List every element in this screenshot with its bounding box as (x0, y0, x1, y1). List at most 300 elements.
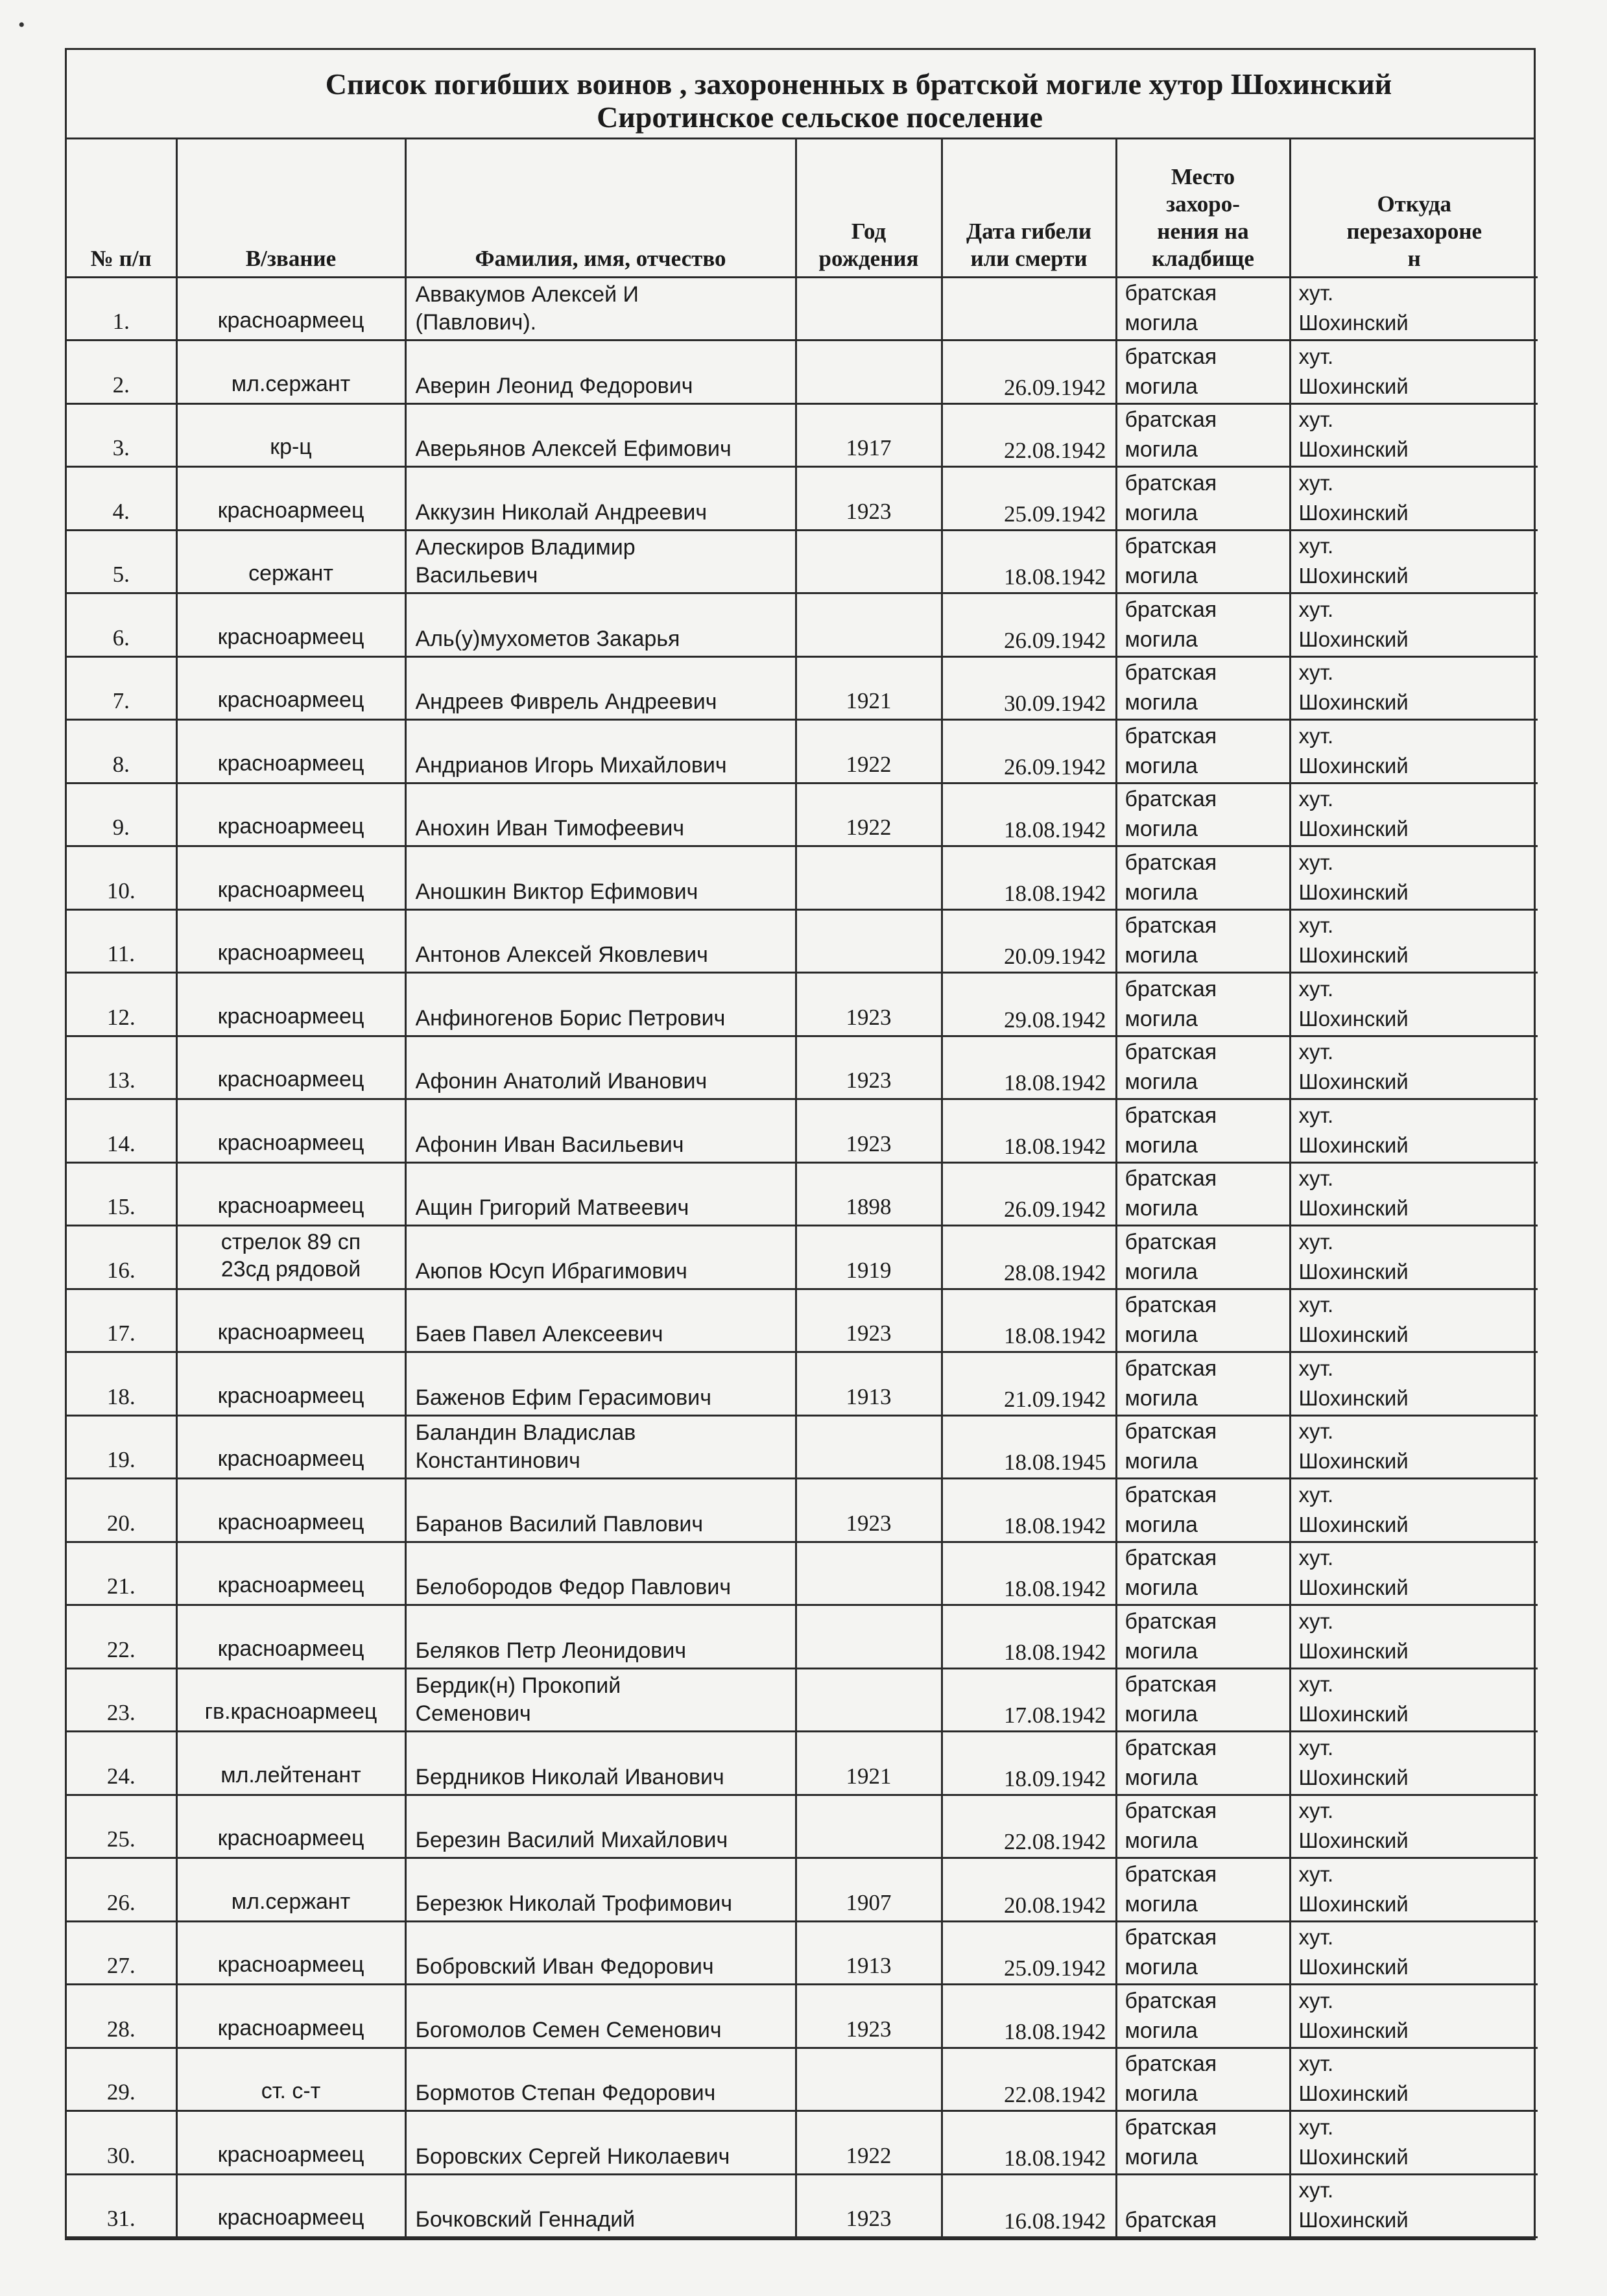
burial-place-cell-line: могила (1125, 1891, 1198, 1917)
reburied-from-cell-line: хут. (1298, 1166, 1334, 1190)
rank-cell (176, 1542, 405, 1605)
header-col-reburied-from (1290, 139, 1538, 277)
birth-year-cell: 1922 (796, 2111, 942, 2175)
table-row (67, 1542, 1538, 1605)
table-row (67, 1415, 1538, 1479)
reburied-from-cell-line: хут. (1298, 2114, 1334, 2139)
rank-cell-line: красноармеец (217, 497, 364, 523)
reburied-from-cell-line: хут. (1298, 660, 1334, 684)
name-cell-line: Аверьянов Алексей Ефимович (415, 436, 732, 461)
table-body (67, 277, 1538, 2238)
rank-cell-line: красноармеец (217, 308, 364, 333)
reburied-from-cell (1290, 1415, 1538, 1479)
reburied-from-cell-line: Шохинский (1298, 1955, 1409, 1979)
burial-place-cell (1116, 1858, 1290, 1922)
reburied-from-cell-line: Шохинский (1298, 1322, 1409, 1346)
rank-cell-line: красноармеец (217, 2142, 364, 2167)
burial-place-cell-line: могила (1125, 1575, 1198, 1600)
burial-place-cell-line: могила (1125, 1449, 1198, 1474)
reburied-from-cell-line: хут. (1298, 470, 1334, 495)
burial-place-cell-line: могила (1125, 1322, 1198, 1347)
rank-cell (176, 720, 405, 783)
birth-year-cell (796, 1668, 942, 1732)
reburied-from-cell-line: Шохинский (1298, 1006, 1409, 1031)
row-number: 20. (67, 1479, 176, 1542)
reburied-from-cell (1290, 403, 1538, 467)
birth-year-cell: 1917 (796, 403, 942, 467)
name-cell (405, 1099, 796, 1163)
death-date-cell: 20.09.1942 (942, 909, 1116, 973)
rank-cell-line: красноармеец (217, 2015, 364, 2040)
name-cell (405, 783, 796, 846)
death-date-cell: 18.08.1942 (942, 1099, 1116, 1163)
reburied-from-cell (1290, 1921, 1538, 1985)
name-cell (405, 1289, 796, 1352)
burial-place-cell-line: братская (1125, 2114, 1217, 2140)
table-row (67, 341, 1538, 404)
reburied-from-cell-line: Шохинский (1298, 1891, 1409, 1916)
header-text: № п/п (90, 245, 152, 271)
burial-place-cell (1116, 1415, 1290, 1479)
name-cell (405, 1858, 796, 1922)
rank-cell (176, 1668, 405, 1732)
table-row (67, 467, 1538, 531)
rank-cell-line: мл.лейтенант (220, 1762, 361, 1788)
reburied-from-cell-line: хут. (1298, 1988, 1334, 2013)
rank-cell-line: красноармеец (217, 1826, 364, 1850)
death-date-cell: 25.09.1942 (942, 1921, 1116, 1985)
reburied-from-cell-line: хут. (1298, 976, 1334, 1001)
table-row (67, 1226, 1538, 1289)
burial-place-cell (1116, 846, 1290, 910)
burial-place-cell-line: могила (1125, 1196, 1198, 1221)
birth-year-cell: 1922 (796, 720, 942, 783)
death-date-cell: 28.08.1942 (942, 1226, 1116, 1289)
table-row (67, 1099, 1538, 1163)
reburied-from-cell (1290, 1542, 1538, 1605)
header-col-rank (176, 139, 405, 277)
table-row (67, 1162, 1538, 1226)
header-col-death-date (942, 139, 1116, 277)
name-cell-line: Константинович (415, 1448, 580, 1473)
reburied-from-cell (1290, 2174, 1538, 2238)
name-cell (405, 720, 796, 783)
burial-place-cell (1116, 720, 1290, 783)
birth-year-cell: 1907 (796, 1858, 942, 1922)
header-text: Дата гибели (966, 218, 1091, 244)
rank-cell (176, 1605, 405, 1669)
burial-place-cell-line: могила (1125, 1512, 1198, 1537)
row-number: 27. (67, 1921, 176, 1985)
reburied-from-cell-line: хут. (1298, 1419, 1334, 1443)
rank-cell (176, 2111, 405, 2175)
name-cell (405, 1921, 796, 1985)
rank-cell-line: мл.сержант (231, 371, 351, 396)
burial-place-cell-line: могила (1125, 374, 1198, 399)
name-cell-line: Бердников Николай Иванович (415, 1764, 724, 1789)
name-cell (405, 530, 796, 593)
reburied-from-cell-line: Шохинский (1298, 943, 1409, 967)
birth-year-cell: 1921 (796, 1732, 942, 1795)
table-row (67, 1795, 1538, 1858)
death-date-cell: 18.09.1942 (942, 1732, 1116, 1795)
table-row (67, 1289, 1538, 1352)
burial-place-cell (1116, 341, 1290, 404)
name-cell (405, 403, 796, 467)
burial-place-cell (1116, 593, 1290, 657)
birth-year-cell (796, 530, 942, 593)
table-row (67, 1858, 1538, 1922)
reburied-from-cell-line: Шохинский (1298, 1638, 1409, 1663)
name-cell (405, 1985, 796, 2048)
rank-cell (176, 1985, 405, 2048)
death-date-cell: 22.08.1942 (942, 2048, 1116, 2111)
rank-cell-line: красноармеец (217, 1003, 364, 1029)
reburied-from-cell-line: Шохинский (1298, 437, 1409, 461)
row-number: 31. (67, 2174, 176, 2238)
table-row (67, 1479, 1538, 1542)
burial-place-cell (1116, 1732, 1290, 1795)
reburied-from-cell-line: Шохинский (1298, 564, 1409, 588)
row-number: 12. (67, 973, 176, 1036)
name-cell-line: Андрианов Игорь Михайлович (415, 752, 727, 778)
burial-place-cell-line: братская (1125, 1229, 1217, 1254)
reburied-from-cell-line: хут. (1298, 2178, 1334, 2202)
reburied-from-cell-line: хут. (1298, 2051, 1334, 2075)
death-date-cell: 20.08.1942 (942, 1858, 1116, 1922)
name-cell (405, 2174, 796, 2238)
reburied-from-cell-line: хут. (1298, 1608, 1334, 1633)
row-number: 17. (67, 1289, 176, 1352)
burial-place-cell (1116, 403, 1290, 467)
reburied-from-cell (1290, 1795, 1538, 1858)
birth-year-cell: 1919 (796, 1226, 942, 1289)
reburied-from-cell (1290, 720, 1538, 783)
name-cell-line: Аверин Леонид Федорович (415, 373, 693, 398)
reburied-from-cell-line: хут. (1298, 1861, 1334, 1886)
reburied-from-cell (1290, 846, 1538, 910)
burial-place-cell-line: братская (1125, 850, 1217, 875)
name-cell-line: Баландин Владислав (415, 1420, 636, 1445)
rank-cell-line: красноармеец (217, 624, 364, 649)
reburied-from-cell-line: Шохинский (1298, 1070, 1409, 1094)
reburied-from-cell-line: Шохинский (1298, 1259, 1409, 1284)
name-cell (405, 1795, 796, 1858)
row-number: 8. (67, 720, 176, 783)
death-date-cell (942, 277, 1116, 341)
birth-year-cell: 1922 (796, 783, 942, 846)
burial-place-cell-line: могила (1125, 1070, 1198, 1094)
reburied-from-cell-line: хут. (1298, 344, 1334, 368)
reburied-from-cell-line: хут. (1298, 1546, 1334, 1570)
table-row (67, 973, 1538, 1036)
table-row (67, 1352, 1538, 1416)
death-date-cell: 30.09.1942 (942, 656, 1116, 720)
burial-place-cell-line: могила (1125, 2144, 1198, 2170)
page-subtitle: Сиротинское сельское поселение (597, 101, 1043, 134)
birth-year-cell: 1923 (796, 1036, 942, 1099)
table-row (67, 277, 1538, 341)
reburied-from-cell-line: Шохинский (1298, 1385, 1409, 1410)
name-cell (405, 2048, 796, 2111)
header-text: перезахороне (1346, 218, 1482, 244)
burial-place-cell (1116, 1921, 1290, 1985)
rank-cell (176, 467, 405, 531)
burial-place-cell-line: братская (1125, 1546, 1217, 1570)
reburied-from-cell-line: хут. (1298, 1672, 1334, 1696)
header-text: или смерти (970, 245, 1088, 271)
name-cell (405, 1226, 796, 1289)
name-cell-line: Афонин Анатолий Иванович (415, 1069, 708, 1094)
name-cell-line: Аюпов Юсуп Ибрагимович (415, 1258, 687, 1284)
rank-cell (176, 1415, 405, 1479)
name-cell-line: Бобровский Иван Федорович (415, 1954, 714, 1979)
rank-cell-line: сержант (248, 561, 333, 586)
birth-year-cell: 1923 (796, 2174, 942, 2238)
name-cell (405, 277, 796, 341)
burial-place-cell (1116, 2174, 1290, 2238)
reburied-from-cell-line: Шохинский (1298, 1765, 1409, 1789)
rank-cell-line: мл.сержант (231, 1889, 351, 1914)
rank-cell-line: красноармеец (217, 1067, 364, 1092)
burial-place-cell-line: могила (1125, 1702, 1198, 1727)
reburied-from-cell-line: Шохинский (1298, 627, 1409, 651)
header-text: н (1407, 245, 1421, 271)
birth-year-cell: 1923 (796, 1099, 942, 1163)
reburied-from-cell (1290, 2111, 1538, 2175)
reburied-from-cell (1290, 1289, 1538, 1352)
rank-cell-line: красноармеец (217, 940, 364, 965)
name-cell-line: Богомолов Семен Семенович (415, 2017, 722, 2042)
birth-year-cell (796, 846, 942, 910)
reburied-from-cell-line: Шохинский (1298, 1449, 1409, 1473)
burial-place-cell (1116, 2111, 1290, 2175)
burial-place-cell (1116, 656, 1290, 720)
rank-cell (176, 530, 405, 593)
table-row (67, 530, 1538, 593)
burial-place-cell-line: могила (1125, 943, 1198, 968)
burial-place-cell (1116, 2048, 1290, 2111)
row-number: 6. (67, 593, 176, 657)
birth-year-cell (796, 593, 942, 657)
reburied-from-cell-line: Шохинский (1298, 2081, 1409, 2105)
row-number: 25. (67, 1795, 176, 1858)
rank-cell (176, 1732, 405, 1795)
death-date-cell: 18.08.1942 (942, 1289, 1116, 1352)
death-date-cell: 18.08.1942 (942, 1036, 1116, 1099)
name-cell (405, 1542, 796, 1605)
birth-year-cell (796, 277, 942, 341)
table-row (67, 1985, 1538, 2048)
reburied-from-cell (1290, 1858, 1538, 1922)
rank-cell (176, 277, 405, 341)
burial-place-cell (1116, 1352, 1290, 1416)
rank-cell-line: красноармеец (217, 1130, 364, 1155)
burial-place-cell (1116, 467, 1290, 531)
reburied-from-cell-line: хут. (1298, 1103, 1334, 1127)
table-row (67, 720, 1538, 783)
name-cell-line: Анохин Иван Тимофеевич (415, 816, 685, 841)
burial-place-cell-line: братская (1125, 1799, 1217, 1823)
table-row (67, 1668, 1538, 1732)
birth-year-cell (796, 1542, 942, 1605)
birth-year-cell: 1923 (796, 1289, 942, 1352)
reburied-from-cell (1290, 1226, 1538, 1289)
name-cell-line: Боровских Сергей Николаевич (415, 2144, 730, 2169)
row-number: 24. (67, 1732, 176, 1795)
burial-place-cell-line: могила (1125, 437, 1198, 462)
burial-place-cell-line: могила (1125, 753, 1198, 778)
death-date-cell: 18.08.1942 (942, 783, 1116, 846)
death-date-cell: 22.08.1942 (942, 1795, 1116, 1858)
rank-cell (176, 1289, 405, 1352)
burial-place-cell-line: братская (1125, 1672, 1217, 1697)
rank-cell-line: красноармеец (217, 1446, 364, 1471)
reburied-from-cell (1290, 1352, 1538, 1416)
burial-place-cell (1116, 1099, 1290, 1163)
birth-year-cell: 1913 (796, 1921, 942, 1985)
burial-place-cell-line: могила (1125, 1638, 1198, 1664)
header-text: кладбище (1152, 245, 1254, 271)
rank-cell-line: стрелок 89 сп (220, 1229, 361, 1254)
rank-cell-line: красноармеец (217, 750, 364, 776)
burial-place-cell-line: могила (1125, 311, 1198, 335)
name-cell (405, 1732, 796, 1795)
row-number: 1. (67, 277, 176, 341)
birth-year-cell: 1898 (796, 1162, 942, 1226)
header-text: Год (851, 218, 887, 244)
death-date-cell: 22.08.1942 (942, 403, 1116, 467)
reburied-from-cell-line: Шохинский (1298, 1575, 1409, 1599)
burial-place-cell-line: братская (1125, 470, 1217, 496)
birth-year-cell: 1921 (796, 656, 942, 720)
burial-place-cell-line: братская (1125, 281, 1217, 305)
reburied-from-cell (1290, 973, 1538, 1036)
table-row (67, 783, 1538, 846)
name-cell (405, 1668, 796, 1732)
burial-place-cell-line: могила (1125, 1006, 1198, 1031)
corner-mark: • (18, 14, 25, 36)
row-number: 3. (67, 403, 176, 467)
rank-cell-line: красноармеец (217, 1383, 364, 1408)
burial-place-cell-line: могила (1125, 690, 1198, 715)
birth-year-cell (796, 2048, 942, 2111)
name-cell (405, 341, 796, 404)
death-date-cell: 21.09.1942 (942, 1352, 1116, 1416)
burial-place-cell-line: могила (1125, 1955, 1198, 1979)
death-date-cell: 26.09.1942 (942, 1162, 1116, 1226)
burial-place-cell-line: могила (1125, 879, 1198, 905)
burial-place-cell-line: братская (1125, 1482, 1217, 1507)
death-date-cell: 18.08.1942 (942, 2111, 1116, 2175)
rank-cell-line: красноармеец (217, 688, 364, 712)
name-cell-line: Андреев Фиврель Андреевич (415, 689, 717, 714)
birth-year-cell: 1923 (796, 1479, 942, 1542)
reburied-from-cell-line: хут. (1298, 850, 1334, 874)
burial-place-cell-line: братская (1125, 1608, 1217, 1634)
reburied-from-cell-line: Шохинский (1298, 1196, 1409, 1220)
header-text: рождения (818, 245, 919, 271)
death-date-cell: 18.08.1942 (942, 1542, 1116, 1605)
rank-cell (176, 1352, 405, 1416)
rank-cell (176, 1226, 405, 1289)
burial-place-cell-line: братская (1125, 976, 1217, 1001)
death-date-cell: 18.08.1942 (942, 1985, 1116, 2048)
rank-cell (176, 1858, 405, 1922)
table-row (67, 1732, 1538, 1795)
burial-place-cell (1116, 530, 1290, 593)
burial-place-cell (1116, 909, 1290, 973)
name-cell-line: Бормотов Степан Федорович (415, 2081, 716, 2105)
name-cell (405, 656, 796, 720)
burial-place-cell-line: братская (1125, 1103, 1217, 1128)
rank-cell-line: красноармеец (217, 1636, 364, 1661)
rank-cell (176, 2048, 405, 2111)
table-row (67, 1036, 1538, 1099)
burial-place-cell (1116, 1542, 1290, 1605)
row-number: 5. (67, 530, 176, 593)
burial-place-cell-line: братская (1125, 2051, 1217, 2076)
burial-place-cell-line: братская (1125, 1988, 1217, 2013)
burial-place-cell (1116, 1479, 1290, 1542)
reburied-from-cell-line: Шохинский (1298, 690, 1409, 714)
reburied-from-cell-line: хут. (1298, 1482, 1334, 1507)
reburied-from-cell-line: хут. (1298, 1799, 1334, 1823)
reburied-from-cell-line: хут. (1298, 407, 1334, 431)
birth-year-cell: 1923 (796, 973, 942, 1036)
death-date-cell: 18.08.1942 (942, 1605, 1116, 1669)
rank-cell (176, 403, 405, 467)
header-col-birth-year (796, 139, 942, 277)
burial-place-cell-line: могила (1125, 1259, 1198, 1284)
reburied-from-cell (1290, 909, 1538, 973)
reburied-from-cell-line: хут. (1298, 913, 1334, 937)
birth-year-cell (796, 1795, 942, 1858)
header-col-name (405, 139, 796, 277)
document-sheet (65, 48, 1536, 2240)
burial-place-cell-line: братская (1125, 1861, 1217, 1887)
rank-cell-line: ст. с-т (261, 2079, 321, 2103)
reburied-from-cell-line: Шохинский (1298, 2144, 1409, 2169)
table-row (67, 656, 1538, 720)
birth-year-cell (796, 909, 942, 973)
table-row (67, 593, 1538, 657)
name-cell-line: Бердик(н) Прокопий (415, 1673, 621, 1698)
rank-cell (176, 1162, 405, 1226)
reburied-from-cell (1290, 1479, 1538, 1542)
burial-place-cell-line: братская (1125, 787, 1217, 811)
rank-cell-line: красноармеец (217, 1952, 364, 1977)
burial-place-cell-line: могила (1125, 1385, 1198, 1411)
reburied-from-cell (1290, 1668, 1538, 1732)
birth-year-cell (796, 341, 942, 404)
rank-cell (176, 846, 405, 910)
reburied-from-cell-line: хут. (1298, 597, 1334, 621)
row-number: 4. (67, 467, 176, 531)
rank-cell (176, 783, 405, 846)
reburied-from-cell-line: Шохинский (1298, 311, 1409, 335)
death-date-cell: 25.09.1942 (942, 467, 1116, 531)
name-cell-line: Ащин Григорий Матвеевич (415, 1195, 689, 1220)
name-cell-line: Беляков Петр Леонидович (415, 1638, 687, 1663)
rank-cell-line: красноармеец (217, 1509, 364, 1535)
header-text: В/звание (245, 245, 337, 271)
burial-place-cell-line: могила (1125, 2081, 1198, 2106)
reburied-from-cell-line: Шохинский (1298, 817, 1409, 841)
burial-place-cell (1116, 1605, 1290, 1669)
reburied-from-cell-line: хут. (1298, 1040, 1334, 1064)
rank-cell (176, 1479, 405, 1542)
